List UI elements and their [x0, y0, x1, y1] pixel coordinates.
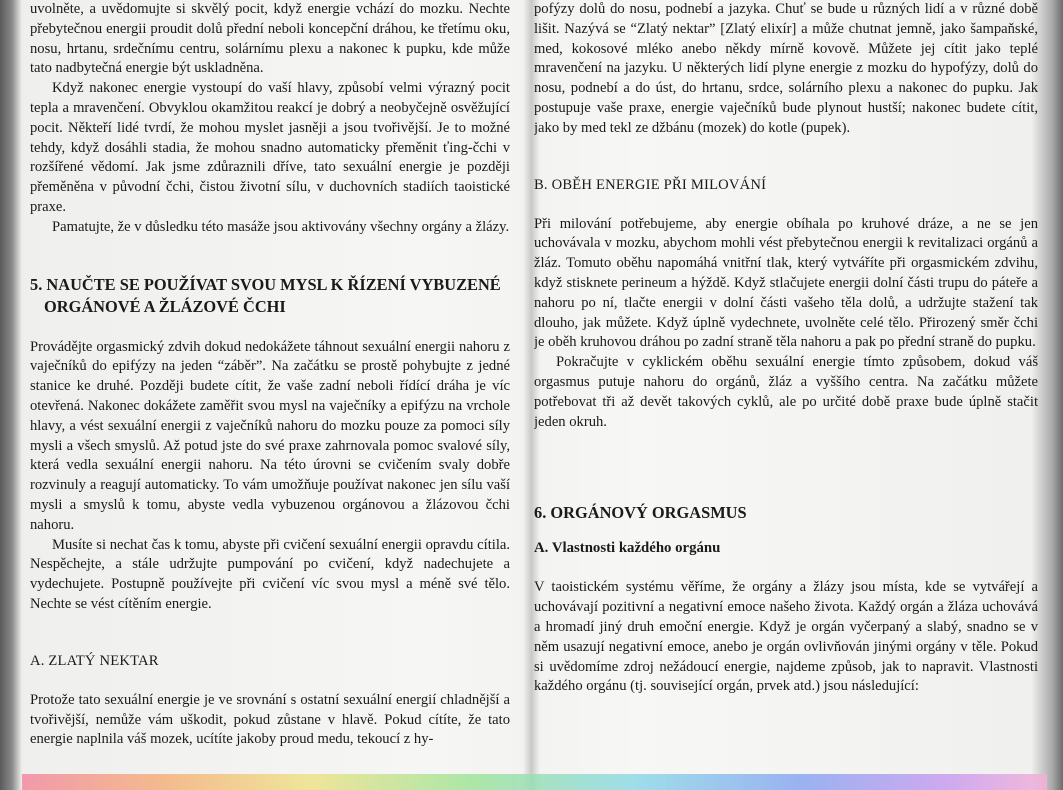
page-edge-gradient — [22, 774, 1047, 790]
paragraph: pofýzy dolů do nosu, podnebí a jazyka. Chuť se bude u různých lidí a v různé době lišit. Nazývá se “Zlatý nektar” [Zlatý elixír] a může chutnat jemně, jako šampaňské, med, kokosové mléko anebo někdy mírně kovově. Můžete jej cítit jako teplé mravenčení na jazyku. U některých lidí plyne energie z mozku do hypofýzy, dolů do nosu, podnebí a do úst, do hrtanu, srdce, solárního plexu a nakonec do pupku. Jak postupuje vaše praxe, energie vaječníků bude plynout hustší; nakonec budete cítit, jako by med tekl ze džbánu (mozek) do kotle (pupek). — [534, 1, 1038, 136]
paragraph: V taoistickém systému věříme, že orgány a žlázy jsou místa, kde se vytvářejí a uchovávají pozitivní a negativní emoce našeho života. Každý orgán a žláza uchovává a hromadí jiný druh emoční energie. Když je orgán vyčerpaný a slabý, snadno se v něm usazují negativní emoce, anebo je orgán ovlivňován jinými orgány v těle. Pokud si uvědomíme zdroj nežádoucí energie, najdeme způsob, jak to napravit. Vlastnosti každého orgánu (tj. související orgán, prvek atd.) jsou následující: — [534, 579, 1038, 695]
left-page — [30, 0, 510, 766]
subsection-heading: A. Vlastnosti každého orgánu — [534, 540, 721, 557]
section-heading-line1: 5. NAUČTE SE POUŽÍVAT SVOU MYSL K ŘÍZENÍ VYBUZENÉ — [30, 274, 501, 294]
paragraph: Při milování potřebujeme, aby energie obíhala po kruhové dráze, a ne se jen uchovávala v mozku, abychom mohli vést přebytečnou energii k revitalizaci orgánů a žláz. Tomuto oběhu napomáhá vnitřní tlak, který vytváříte při orgasmickém zdvihu, když stisknete perineum a hýždě. Když stlačujete energii dolní části trupu do páteře a nahoru po ní, tlačte energii v dolní části vašeho těla dolů, a udržujte stažení tak dlouho, jak můžete. Když úplně vydechnete, uvolněte celé tělo. Přirozený směr čchi je oběh kruhovou dráhou po zadní straně těla nahoru a pak po přední straně do pupku. — [534, 215, 1038, 351]
section-heading — [30, 274, 510, 318]
paragraph: Pokračujte v cyklickém oběhu sexuální energie tímto způsobem, dokud váš orgasmus putuje nahoru do orgánů, žláz a vyššího centra. Na začátku můžete potřebovat tři až devět takových cyklů, ale po určité době praxe bude úplně stačit jeden okruh. — [534, 354, 1038, 430]
paragraph: uvolněte, a uvědomujte si skvělý pocit, když energie vchází do mozku. Nechte přebytečnou energii proudit dolů přední neboli koncepční dráhou, ke třetímu oku, nosu, hrtanu, srdečnímu centru, solárnímu plexu a nakonec k pupku, kde může tato nadbytečná energie být uskladněna. — [30, 1, 510, 77]
paragraph: Když nakonec energie vystoupí do vaší hlavy, způsobí velmi výrazný pocit tepla a mravenčení. Obvyklou okamžitou reakcí je dobrý a neobyčejně osvěžující pocit. Někteří lidé tvrdí, že mohou myslet jasněji a jsou tvořivější. Je to možné tehdy, když dosáhli stadia, že mohou snadno automaticky přeměnit ťing-čchi v rozšířené vědomí. Jak jsme zdůraznili dříve, tato sexuální energie je později přeměněna v původní čchi, čistou životní sílu, v duchovních stadiích taoistické praxe. — [30, 80, 510, 215]
subsection-heading: A. ZLATÝ NEKTAR — [30, 652, 159, 669]
paragraph: Musíte si nechat čas k tomu, abyste při cvičení sexuální energii opravdu cítila. Nespěchejte, a stále udržujte pumpování po cvičení, když nadechujete a vydechujete. Postupně používejte při cvičení víc svou mysl a méně své tělo. Nechte se vést cítěním energie. — [30, 536, 510, 612]
subsection-heading: B. OBĚH ENERGIE PŘI MILOVÁNÍ — [534, 176, 767, 193]
section-heading-line2: ORGÁNOVÉ A ŽLÁZOVÉ ČCHI — [44, 296, 286, 316]
section-heading: 6. ORGÁNOVÝ ORGASMUS — [534, 503, 747, 523]
right-page — [534, 0, 1038, 766]
paragraph: Pamatujte, že v důsledku této masáže jsou aktivovány všechny orgány a žlázy. — [52, 218, 510, 235]
paragraph: Provádějte orgasmický zdvih dokud nedokážete táhnout sexuální energii nahoru z vaječníků do epifýzy na jeden “záběr”. Na začátku se prostě pohybujte z jedné stanice ke druhé. Později budete cítit, že vaše zadní neboli řídící dráha je víc otevřená. Nakonec dokážete zaměřit svou mysl na vaječníky a epifýzu na vrchole hlavy, a vést sexuální energii z vaječníků nahoru do mozku pouze za pomoci síly mysli a všech smyslů. Až potud jste do své praxe zahrnovala pomoc svalové síly, která vedla sexuální energii nahoru. Na této úrovni se cvičením svaly dobře rozvinuly a reagují automaticky. To vám umožňuje používat nakonec jen sílu vaší mysli a smyslů k tomu, abyste vedla vybuzenou orgánovou a žlázovou čchi nahoru. — [30, 338, 510, 533]
paragraph: Protože tato sexuální energie je ve srovnání s ostatní sexuální energií chladnější a tvořivější, nemůže vám uškodit, pokud zůstane v hlavě. Pokud cítíte, že tato energie naplnila váš mozek, ucítíte jakoby proud medu, tekoucí z hy- — [30, 691, 510, 748]
